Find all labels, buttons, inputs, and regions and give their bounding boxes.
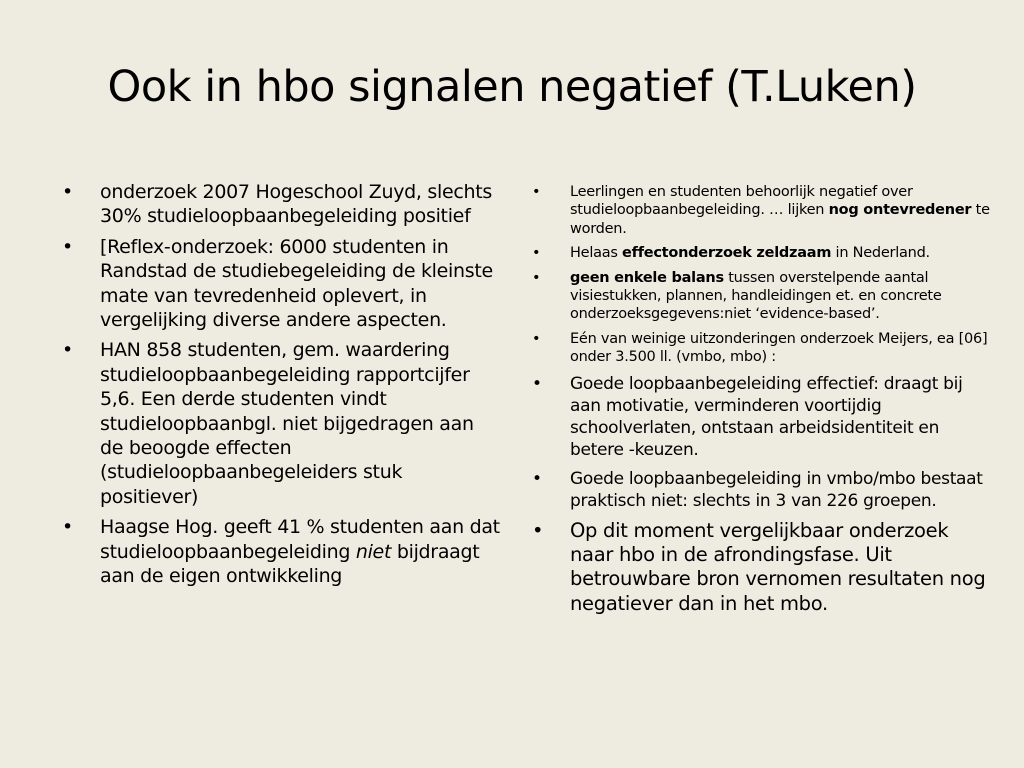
bullet-text: bijdraagt aan de eigen ontwikkeling [100,540,480,588]
bullet-text: [Reflex-onderzoek: 6000 studenten in Randstad de studiebegeleiding de kleinste mate van tevredenheid oplevert, in vergelijking diverse andere aspecten. [100,235,493,332]
slide-title: Ook in hbo signalen negatief (T.Luken) [107,62,917,112]
list-item [530,183,992,238]
list-item [62,235,502,333]
right-bullet-list [530,183,992,616]
bullet-text: Goede loopbaanbegeleiding effectief: draagt bij aan motivatie, verminderen voortijdig schoolverlaten, ontstaan arbeidsidentiteit en betere -keuzen. [570,373,963,460]
list-item [530,244,992,262]
bullet-text: onderzoek 2007 Hogeschool Zuyd, slechts 30% studieloopbaanbegeleiding positief [100,181,493,228]
list-item [62,338,502,509]
list-item [62,515,502,588]
bullet-text: HAN 858 studenten, gem. waardering studieloopbaanbegeleiding rapportcijfer 5,6. Een derde studenten vindt studieloopbaanbgl. niet bijgedragen aan de beoogde effecten (studieloopbaanbegeleiders stuk positiever) [100,339,474,508]
list-item [530,519,992,616]
bold-emphasis: geen enkele balans [570,269,724,286]
list-item [530,269,992,324]
italic-emphasis: niet [355,540,392,563]
bullet-text: tussen overstelpende aantal visiestukken, plannen, handleidingen et. en concrete onderzoeksgegevens:niet ‘evidence-based’. [570,269,942,323]
list-item [530,373,992,461]
bullet-text: Helaas [570,245,623,262]
list-item [62,180,502,229]
bullet-text: Eén van weinige uitzonderingen onderzoek Meijers, ea [06] onder 3.500 ll. (vmbo, mbo) : [570,330,988,366]
bullet-text: Goede loopbaanbegeleiding in vmbo/mbo bestaat praktisch niet: slechts in 3 van 226 groepen. [570,468,983,511]
left-bullet-list [62,180,502,595]
list-item [530,468,992,512]
bullet-text: Haagse Hog. geeft 41 % studenten aan dat studieloopbaanbegeleiding [100,516,500,563]
bullet-text: in Nederland. [831,245,930,262]
bullet-text: Op dit moment vergelijkbaar onderzoek naar hbo in de afrondingsfase. Uit betrouwbare bron vernomen resultaten nog negatiever dan in het mbo. [570,518,986,615]
bold-emphasis: effectonderzoek zeldzaam [622,245,832,262]
bullet-text: te worden. [570,202,990,237]
bullet-text: Leerlingen en studenten behoorlijk negatief over studieloopbaanbegeleiding. … lijken [570,184,913,219]
list-item [530,330,992,367]
bold-emphasis: nog ontevredener [828,202,972,219]
